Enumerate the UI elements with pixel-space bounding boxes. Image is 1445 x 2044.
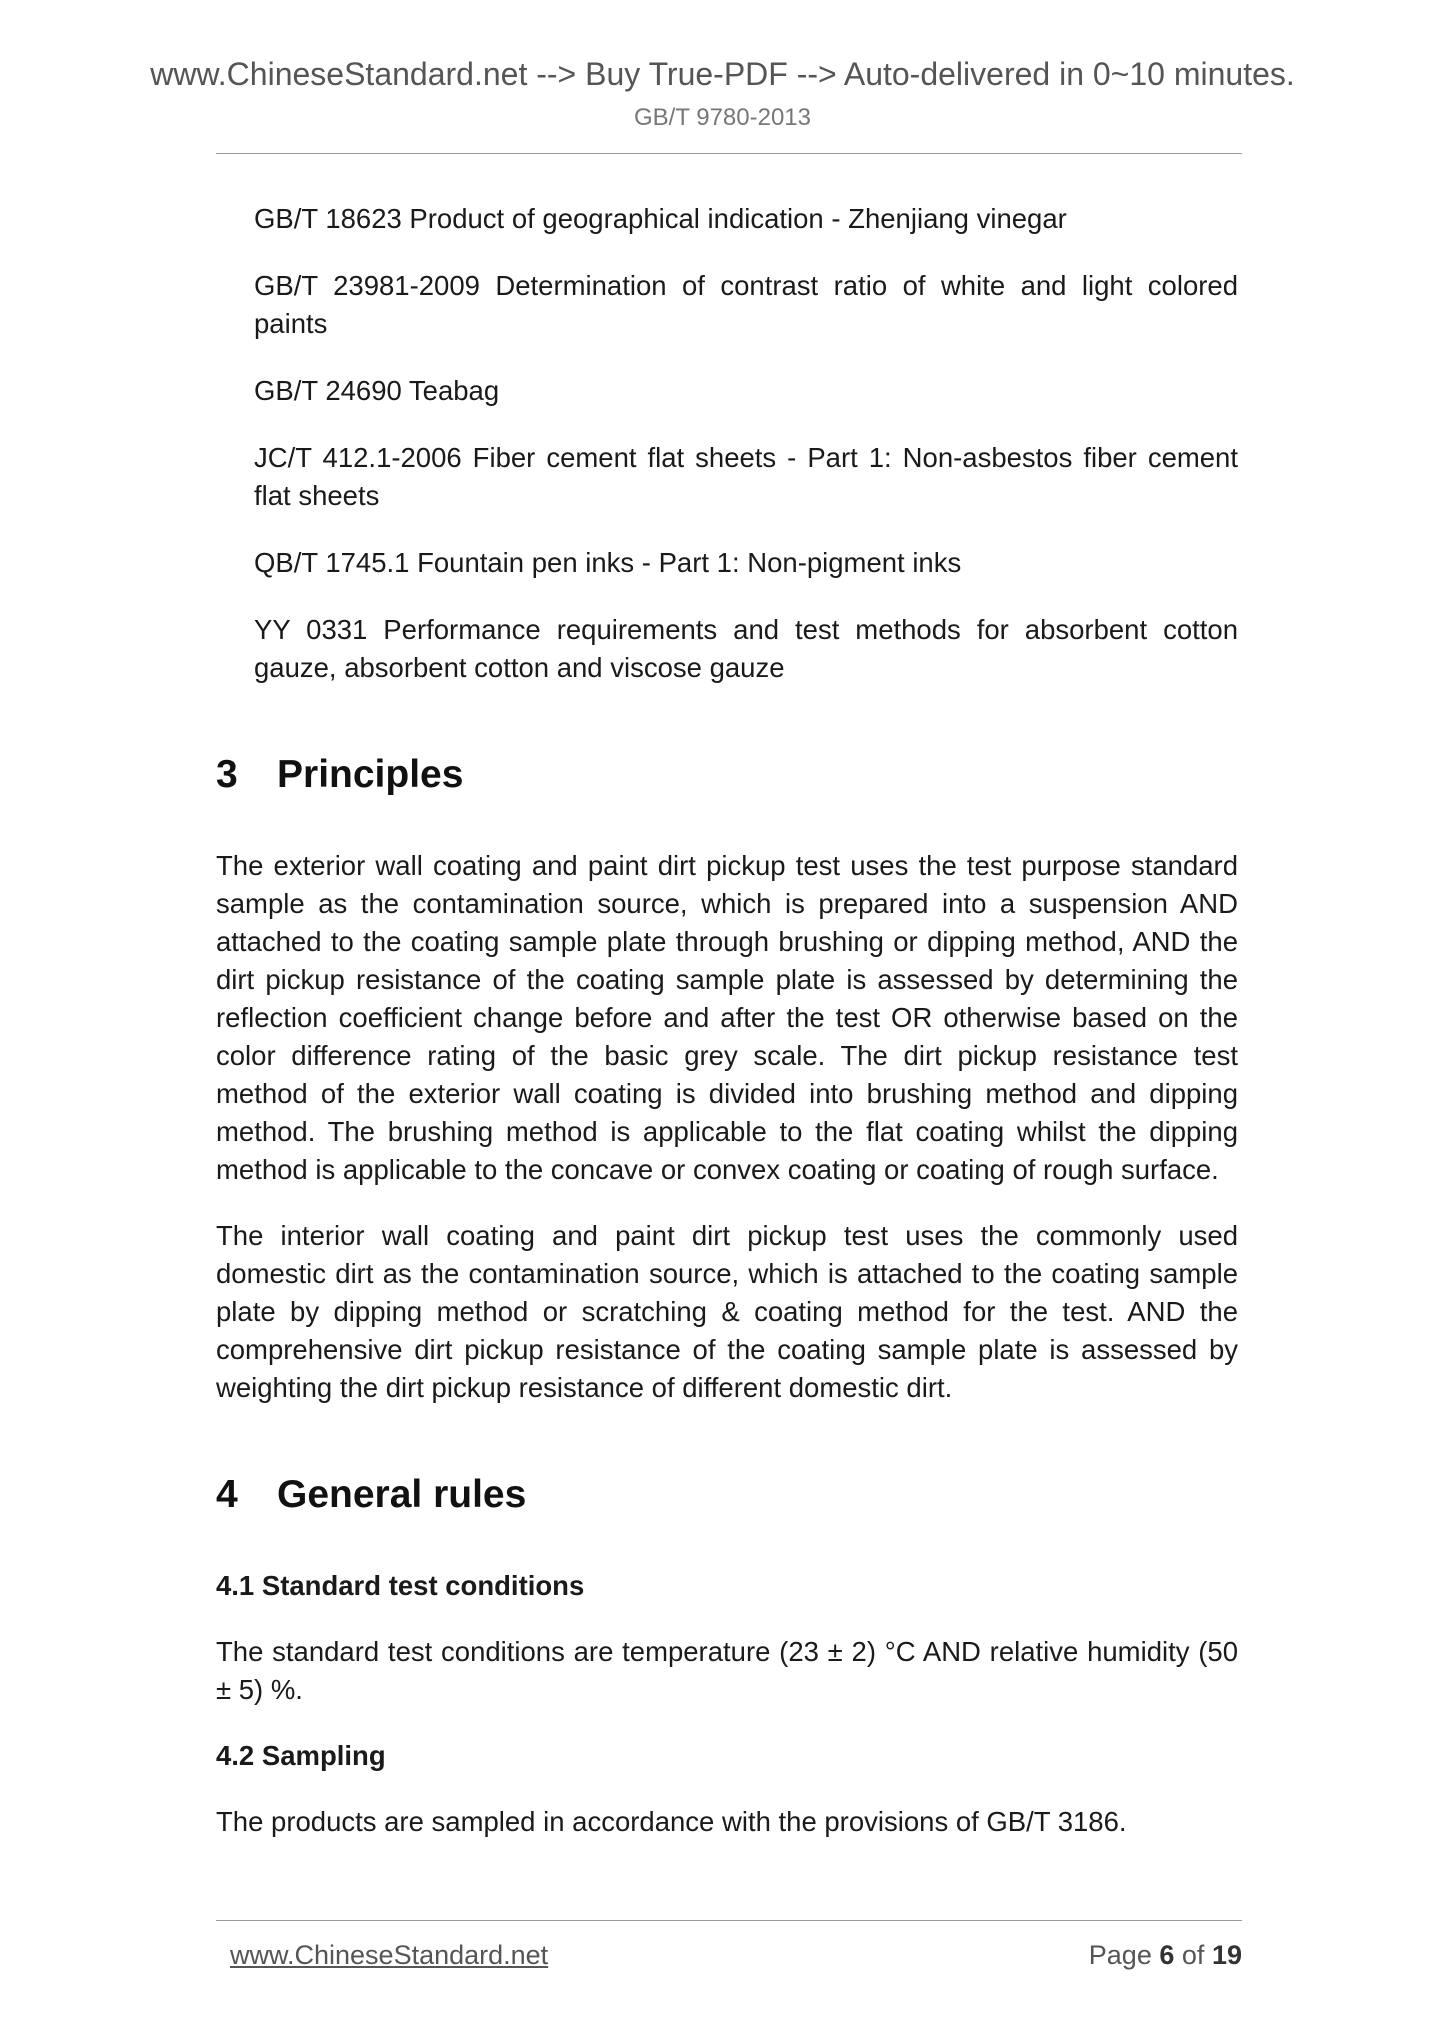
sampling-paragraph: The products are sampled in accordance with the provisions of GB/T 3186. [216, 1806, 1127, 1837]
site-banner: www.ChineseStandard.net --> Buy True-PDF --> Auto-delivered in 0~10 minutes. [150, 56, 1295, 92]
page-label: Page [1088, 1940, 1152, 1970]
section-title: General rules [277, 1473, 527, 1516]
page-number [1089, 1940, 1242, 1971]
section-number: 4 [216, 1473, 238, 1516]
subsection-heading-sampling: 4.2 Sampling [216, 1740, 386, 1771]
page-of-label: of [1181, 1940, 1205, 1970]
principles-paragraph: The exterior wall coating and paint dirt pickup test uses the test purpose standard sample as the contamination source, which is prepared into a suspension AND attached to the coating sample plate through brushing or dipping method, AND the dirt pickup resistance of the coating sample plate is assessed by determining the reflection coefficient change before and after the test OR otherwise based on the color difference rating of the basic grey scale. The dirt pickup resistance test method of the exterior wall coating is divided into brushing method and dipping method. The brushing method is applicable to the flat coating whilst the dipping method is applicable to the concave or convex coating or coating of rough surface. [216, 850, 1238, 1185]
reference-item: GB/T 24690 Teabag [254, 375, 500, 406]
footer-site-link[interactable]: www.ChineseStandard.net [230, 1940, 549, 1970]
section-number: 3 [216, 753, 238, 796]
test-conditions-paragraph: The standard test conditions are temperature (23 ± 2) °C AND relative humidity (50 ± 5) %. [216, 1636, 1238, 1705]
page-total: 19 [1211, 1940, 1242, 1970]
page-current: 6 [1159, 1940, 1175, 1970]
reference-item: QB/T 1745.1 Fountain pen inks - Part 1: Non-pigment inks [254, 547, 962, 578]
section-heading-principles [216, 753, 1238, 797]
reference-item: GB/T 23981-2009 Determination of contrast ratio of white and light colored paints [254, 270, 1238, 339]
document-code: GB/T 9780-2013 [633, 104, 811, 131]
section-title: Principles [277, 753, 464, 796]
normative-references-list [216, 200, 1238, 687]
principles-paragraph: The interior wall coating and paint dirt pickup test uses the commonly used domestic dirt as the contamination source, which is attached to the coating sample plate by dipping method or scratching & coating method for the test. AND the comprehensive dirt pickup resistance of the coating sample plate is assessed by weighting the dirt pickup resistance of different domestic dirt. [216, 1220, 1238, 1403]
reference-item: GB/T 18623 Product of geographical indication - Zhenjiang vinegar [254, 203, 1067, 234]
page-content [216, 200, 1238, 1869]
subsection-heading-test-conditions: 4.1 Standard test conditions [216, 1570, 585, 1601]
section-heading-general-rules [216, 1473, 1238, 1517]
footer-divider [216, 1920, 1242, 1921]
reference-item: JC/T 412.1-2006 Fiber cement flat sheets - Part 1: Non-asbestos fiber cement flat sheets [254, 442, 1238, 511]
header-divider [216, 153, 1242, 154]
reference-item: YY 0331 Performance requirements and test methods for absorbent cotton gauze, absorbent cotton and viscose gauze [254, 614, 1238, 683]
